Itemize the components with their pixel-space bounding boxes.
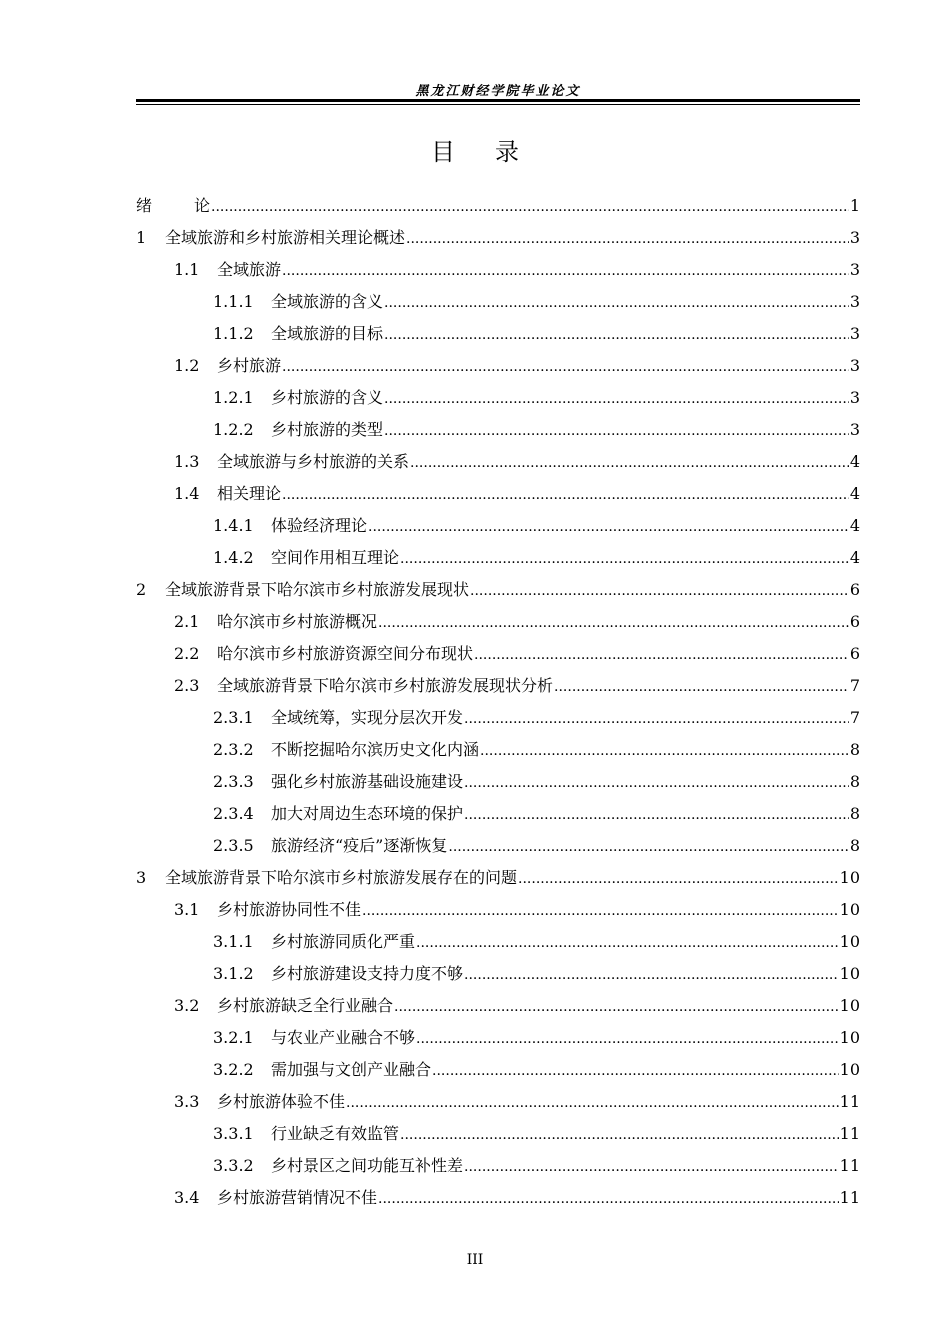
toc-entry-page: 8 xyxy=(849,836,860,855)
toc-entry-page: 8 xyxy=(849,740,860,759)
toc-entry-label: 全域统筹，实现分层次开发 xyxy=(271,708,464,727)
toc-entry-label: 相关理论 xyxy=(217,484,282,503)
toc-entry-label: 全域旅游背景下哈尔滨市乡村旅游发展现状 xyxy=(165,580,470,599)
toc-entry[interactable] xyxy=(136,734,860,766)
toc-leader-dots xyxy=(464,798,849,831)
toc-entry-label: 空间作用相互理论 xyxy=(271,548,400,567)
toc-entry-label: 全域旅游的含义 xyxy=(271,292,384,311)
toc-leader-dots xyxy=(410,446,849,479)
toc-leader-dots xyxy=(368,510,849,543)
toc-entry-page: 3 xyxy=(849,324,860,343)
toc-leader-dots xyxy=(554,670,849,703)
toc-entry-page: 4 xyxy=(849,452,860,471)
toc-leader-dots xyxy=(518,862,839,895)
toc-entry-page: 11 xyxy=(839,1156,860,1175)
toc-entry-number: 3.3.2 xyxy=(213,1156,254,1175)
page-number: III xyxy=(466,1252,484,1268)
toc-entry[interactable] xyxy=(136,382,860,414)
toc-entry-number: 1.4.2 xyxy=(213,548,254,567)
toc-entry-page: 10 xyxy=(839,1060,860,1079)
toc-entry-label: 行业缺乏有效监管 xyxy=(271,1124,400,1143)
toc-entry-page: 3 xyxy=(849,260,860,279)
toc-entry[interactable] xyxy=(136,702,860,734)
toc-entry-number: 1.3 xyxy=(174,452,200,471)
toc-leader-dots xyxy=(406,222,849,255)
toc-entry-label: 乡村旅游建设支持力度不够 xyxy=(271,964,464,983)
toc-entry-number: 3.3 xyxy=(174,1092,200,1111)
toc-entry-label: 与农业产业融合不够 xyxy=(271,1028,416,1047)
toc-entry-page: 3 xyxy=(849,356,860,375)
table-of-contents xyxy=(136,190,860,1214)
toc-entry[interactable] xyxy=(136,894,860,926)
toc-entry-label: 乡村旅游同质化严重 xyxy=(271,932,416,951)
toc-entry[interactable] xyxy=(136,478,860,510)
toc-leader-dots xyxy=(378,1182,839,1215)
toc-entry-label: 哈尔滨市乡村旅游资源空间分布现状 xyxy=(217,644,474,663)
toc-entry-label: 需加强与文创产业融合 xyxy=(271,1060,432,1079)
toc-leader-dots xyxy=(394,990,839,1023)
toc-entry-page: 4 xyxy=(849,516,860,535)
toc-entry[interactable] xyxy=(136,638,860,670)
toc-entry-page: 10 xyxy=(839,900,860,919)
toc-entry-number: 2 xyxy=(136,580,147,599)
toc-entry[interactable] xyxy=(136,446,860,478)
toc-leader-dots xyxy=(384,318,849,351)
toc-entry-number: 2.3.5 xyxy=(213,836,254,855)
toc-entry-number: 1.1.1 xyxy=(213,292,254,311)
toc-entry-label: 乡村旅游营销情况不佳 xyxy=(217,1188,378,1207)
toc-entry-page: 6 xyxy=(849,580,860,599)
toc-entry[interactable] xyxy=(136,1150,860,1182)
toc-entry-page: 10 xyxy=(839,1028,860,1047)
toc-entry-page: 7 xyxy=(849,676,860,695)
toc-entry[interactable] xyxy=(136,1086,860,1118)
toc-entry-page: 4 xyxy=(849,484,860,503)
toc-entry[interactable] xyxy=(136,190,860,222)
toc-entry[interactable] xyxy=(136,798,860,830)
toc-entry-label: 乡村景区之间功能互补性差 xyxy=(271,1156,464,1175)
toc-leader-dots xyxy=(464,1150,839,1183)
toc-leader-dots xyxy=(464,702,849,735)
toc-entry-page: 6 xyxy=(849,644,860,663)
toc-entry[interactable] xyxy=(136,1118,860,1150)
toc-entry-label: 乡村旅游的类型 xyxy=(271,420,384,439)
toc-entry[interactable] xyxy=(136,542,860,574)
toc-entry-page: 6 xyxy=(849,612,860,631)
toc-entry[interactable] xyxy=(136,830,860,862)
toc-leader-dots xyxy=(480,734,849,767)
header-title: 黑龙江财经学院毕业论文 xyxy=(415,84,581,99)
toc-entry-page: 10 xyxy=(839,964,860,983)
toc-entry[interactable] xyxy=(136,222,860,254)
toc-entry-number: 3.2.1 xyxy=(213,1028,254,1047)
toc-leader-dots xyxy=(400,542,849,575)
toc-entry[interactable] xyxy=(136,990,860,1022)
toc-entry-page: 10 xyxy=(839,996,860,1015)
toc-entry-number: 3 xyxy=(136,868,147,887)
toc-entry[interactable] xyxy=(136,510,860,542)
toc-entry-number: 2.3.4 xyxy=(213,804,254,823)
toc-entry-number: 3.2 xyxy=(174,996,200,1015)
toc-leader-dots xyxy=(400,1118,839,1151)
toc-entry-page: 3 xyxy=(849,388,860,407)
toc-entry[interactable] xyxy=(136,1054,860,1086)
toc-entry-page: 10 xyxy=(839,868,860,887)
header-rule-thin xyxy=(136,104,860,105)
toc-entry-page: 8 xyxy=(849,804,860,823)
toc-leader-dots xyxy=(282,254,849,287)
toc-entry-page: 11 xyxy=(839,1092,860,1111)
toc-entry-page: 3 xyxy=(849,292,860,311)
toc-leader-dots xyxy=(470,574,849,607)
toc-title: 目录 xyxy=(431,138,559,166)
toc-entry-label: 全域旅游背景下哈尔滨市乡村旅游发展存在的问题 xyxy=(165,868,518,887)
toc-entry-label: 全域旅游背景下哈尔滨市乡村旅游发展现状分析 xyxy=(217,676,554,695)
toc-entry-page: 3 xyxy=(849,420,860,439)
toc-entry-label: 哈尔滨市乡村旅游概况 xyxy=(217,612,378,631)
toc-leader-dots xyxy=(346,1086,839,1119)
toc-entry-number: 3.1.2 xyxy=(213,964,254,983)
toc-entry-label: 体验经济理论 xyxy=(271,516,368,535)
toc-entry-number: 1.2 xyxy=(174,356,200,375)
toc-entry-label: 乡村旅游 xyxy=(217,356,282,375)
toc-entry-label: 强化乡村旅游基础设施建设 xyxy=(271,772,464,791)
toc-leader-dots xyxy=(282,350,849,383)
toc-entry-number: 1.4 xyxy=(174,484,200,503)
toc-entry-page: 8 xyxy=(849,772,860,791)
toc-entry-number: 1.1 xyxy=(174,260,200,279)
toc-entry-page: 11 xyxy=(839,1124,860,1143)
toc-leader-dots xyxy=(384,382,849,415)
toc-entry[interactable] xyxy=(136,350,860,382)
toc-entry[interactable] xyxy=(136,1182,860,1214)
toc-entry-number: 3.2.2 xyxy=(213,1060,254,1079)
toc-leader-dots xyxy=(448,830,848,863)
toc-entry-label: 乡村旅游缺乏全行业融合 xyxy=(217,996,394,1015)
toc-leader-dots xyxy=(384,286,849,319)
toc-entry-number: 2.3 xyxy=(174,676,200,695)
toc-entry[interactable] xyxy=(136,286,860,318)
toc-entry-number: 3.1.1 xyxy=(213,932,254,951)
header-rule-thick xyxy=(136,99,860,102)
toc-entry-number: 1.2.1 xyxy=(213,388,254,407)
toc-entry[interactable] xyxy=(136,254,860,286)
toc-entry[interactable] xyxy=(136,958,860,990)
toc-leader-dots xyxy=(464,958,839,991)
toc-entry[interactable] xyxy=(136,926,860,958)
toc-entry-number: 2.3.2 xyxy=(213,740,254,759)
toc-entry[interactable] xyxy=(136,318,860,350)
toc-leader-dots xyxy=(384,414,849,447)
toc-entry[interactable] xyxy=(136,414,860,446)
toc-entry-page: 7 xyxy=(849,708,860,727)
toc-entry-page: 10 xyxy=(839,932,860,951)
toc-leader-dots xyxy=(378,606,849,639)
toc-entry-number: 2.3.3 xyxy=(213,772,254,791)
toc-entry-label: 旅游经济“疫后”逐渐恢复 xyxy=(271,836,448,855)
toc-entry-number: 1 xyxy=(136,228,147,247)
page-header xyxy=(136,78,860,106)
toc-entry[interactable] xyxy=(136,766,860,798)
toc-entry-label: 全域旅游 xyxy=(217,260,282,279)
toc-entry-page: 11 xyxy=(839,1188,860,1207)
toc-leader-dots xyxy=(211,190,849,223)
toc-entry-number: 3.3.1 xyxy=(213,1124,254,1143)
toc-entry-label: 全域旅游的目标 xyxy=(271,324,384,343)
toc-leader-dots xyxy=(464,766,849,799)
toc-leader-dots xyxy=(416,1022,839,1055)
toc-entry-label: 全域旅游与乡村旅游的关系 xyxy=(217,452,410,471)
toc-leader-dots xyxy=(362,894,839,927)
toc-entry-number: 2.3.1 xyxy=(213,708,254,727)
toc-entry-number: 2.1 xyxy=(174,612,200,631)
toc-entry-label: 加大对周边生态环境的保护 xyxy=(271,804,464,823)
toc-entry-number: 2.2 xyxy=(174,644,200,663)
toc-entry-number: 绪 xyxy=(136,196,153,215)
toc-entry-label: 论 xyxy=(194,196,211,215)
toc-entry-label: 乡村旅游协同性不佳 xyxy=(217,900,362,919)
toc-entry-page: 4 xyxy=(849,548,860,567)
toc-entry[interactable] xyxy=(136,606,860,638)
toc-entry-page: 3 xyxy=(849,228,860,247)
toc-entry-number: 3.4 xyxy=(174,1188,200,1207)
toc-entry-number: 3.1 xyxy=(174,900,200,919)
toc-leader-dots xyxy=(474,638,849,671)
toc-entry[interactable] xyxy=(136,670,860,702)
toc-entry-number: 1.4.1 xyxy=(213,516,254,535)
toc-entry[interactable] xyxy=(136,574,860,606)
toc-entry[interactable] xyxy=(136,1022,860,1054)
toc-entry-label: 不断挖掘哈尔滨历史文化内涵 xyxy=(271,740,480,759)
toc-entry-label: 全域旅游和乡村旅游相关理论概述 xyxy=(165,228,406,247)
toc-entry-label: 乡村旅游体验不佳 xyxy=(217,1092,346,1111)
toc-entry-number: 1.2.2 xyxy=(213,420,254,439)
toc-entry[interactable] xyxy=(136,862,860,894)
toc-entry-number: 1.1.2 xyxy=(213,324,254,343)
toc-leader-dots xyxy=(282,478,849,511)
toc-leader-dots xyxy=(416,926,839,959)
toc-leader-dots xyxy=(432,1054,839,1087)
toc-entry-page: 1 xyxy=(849,196,860,215)
toc-entry-label: 乡村旅游的含义 xyxy=(271,388,384,407)
